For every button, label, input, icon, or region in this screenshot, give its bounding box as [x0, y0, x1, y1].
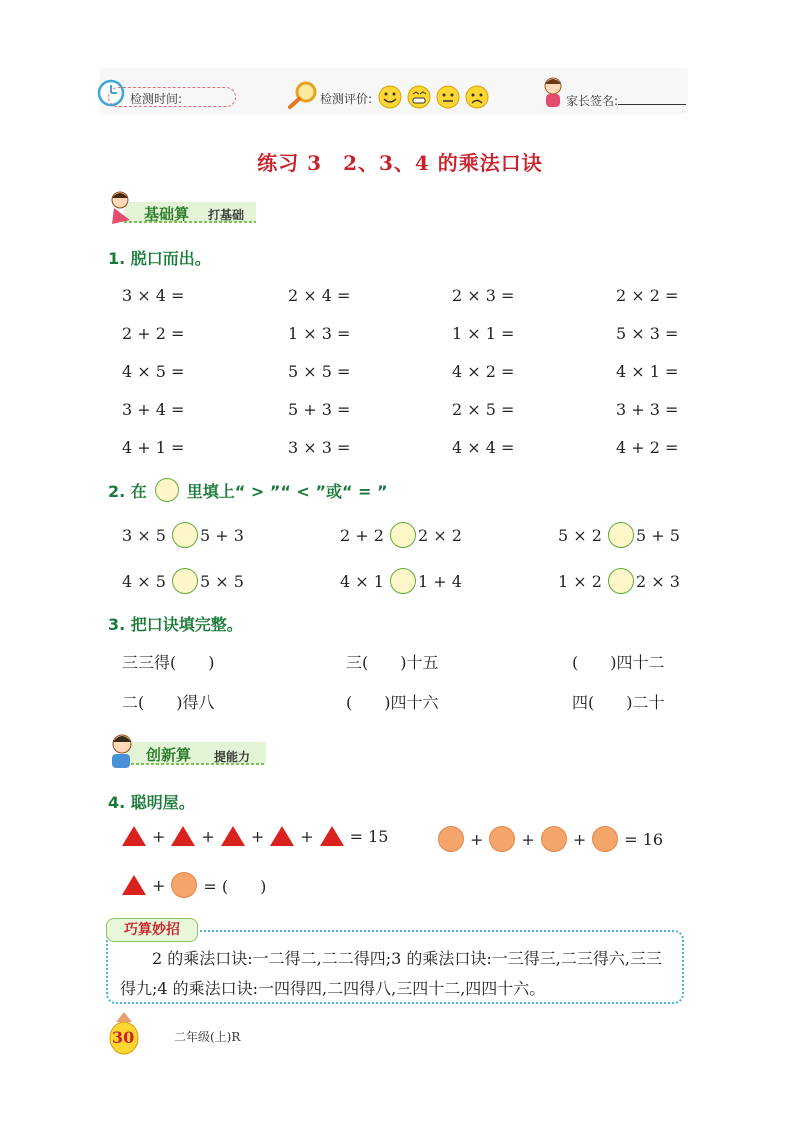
orange-circle-icon: [489, 826, 515, 852]
q2-item: [340, 568, 462, 594]
parent-sign-field[interactable]: [618, 104, 686, 105]
plus-sign: +: [250, 826, 265, 846]
smile-face-icon: [379, 86, 401, 108]
q4-eq3: [122, 872, 266, 898]
q2-label-post: 里填上“ > ”“ < ”或“ = ”: [186, 481, 388, 501]
orange-circle-icon: [438, 826, 464, 852]
q1-item: 3 × 4 =: [122, 286, 185, 305]
parent-sign-label: 家长签名:: [566, 94, 619, 108]
q2-right: 5 + 3: [199, 525, 244, 545]
plus-sign: +: [572, 829, 587, 849]
q3-item[interactable]: 三( )十五: [346, 653, 439, 672]
q1-item: 5 × 3 =: [616, 324, 679, 343]
page-title: 练习 3 2、3、4 的乘法口诀: [257, 151, 543, 175]
q4-eq2-result: = 16: [624, 829, 664, 849]
triangle-icon: [320, 826, 344, 846]
triangle-icon: [122, 875, 146, 895]
q1-item: 1 × 3 =: [288, 324, 351, 343]
q2-item: [340, 522, 462, 548]
plus-sign: +: [521, 829, 535, 849]
q3-item[interactable]: ( )四十二: [572, 653, 665, 672]
q1-item: 2 + 2 =: [122, 324, 185, 343]
orange-circle-icon: [171, 872, 197, 898]
q2-left: 1 × 2: [558, 571, 602, 591]
compare-circle-input[interactable]: [390, 522, 416, 548]
tip-text: 2 的乘法口诀:一二得二,二二得四;3 的乘法口诀:一三得三,二三得六,三三得九;4 的乘法口诀:一四得四,二四得八,三四十二,四四十六。: [120, 949, 662, 998]
q2-left: 5 × 2: [558, 525, 602, 545]
compare-circle-input[interactable]: [390, 568, 416, 594]
compare-circle-input[interactable]: [608, 568, 634, 594]
parent-avatar-icon: [540, 76, 566, 110]
q3-item[interactable]: ( )四十六: [346, 693, 439, 712]
q1-item: 4 × 5 =: [122, 362, 185, 381]
q1-item: 5 × 5 =: [288, 362, 351, 381]
grin-face-icon: [408, 86, 430, 108]
q2-item: [558, 522, 680, 548]
q3-item[interactable]: 二( )得八: [122, 693, 215, 712]
q4-label: 4. 聪明屋。: [108, 793, 195, 812]
q1-item: 2 × 2 =: [616, 286, 679, 305]
q2-left: 2 + 2: [340, 525, 384, 545]
q1-item: 5 + 3 =: [288, 400, 351, 419]
q2-right: 1 + 4: [417, 571, 462, 591]
q2-left: 3 × 5: [122, 525, 166, 545]
compare-circle-input[interactable]: [608, 522, 634, 548]
q1-item: 4 × 4 =: [452, 438, 515, 457]
plus-sign: +: [201, 826, 215, 846]
face-icons: [378, 84, 493, 110]
orange-circle-icon: [541, 826, 567, 852]
q2-right: 5 + 5: [635, 525, 680, 545]
time-label: 检测时间:: [130, 92, 183, 106]
q4-eq1-result: = 15: [349, 826, 389, 846]
q1-item: 4 × 2 =: [452, 362, 515, 381]
q1-item: 2 × 3 =: [452, 286, 515, 305]
q2-item: [122, 568, 244, 594]
compare-circle-input[interactable]: [172, 522, 198, 548]
q2-left: 4 × 1: [340, 571, 384, 591]
triangle-icon: [122, 826, 146, 846]
compare-circle-input[interactable]: [172, 568, 198, 594]
q2-right: 2 × 2: [417, 525, 462, 545]
q1-item: 2 × 4 =: [288, 286, 351, 305]
q1-item: 3 + 3 =: [616, 400, 679, 419]
q3-item[interactable]: 三三得( ): [122, 653, 215, 672]
q4-eq2: [438, 826, 663, 852]
banner-innov-title: 创新算: [146, 746, 192, 764]
q2-item: [122, 522, 244, 548]
q1-label: 1. 脱口而出。: [108, 249, 211, 268]
q3-item[interactable]: 四( )二十: [572, 693, 665, 712]
triangle-icon: [270, 826, 294, 846]
triangle-icon: [221, 826, 245, 846]
q4-eq1: [122, 826, 388, 846]
q1-item: 3 + 4 =: [122, 400, 185, 419]
page-number: 30: [112, 1028, 135, 1047]
banner-innov: [106, 732, 266, 774]
sad-face-icon: [466, 86, 488, 108]
q2-right: 2 × 3: [635, 571, 680, 591]
page-number-badge: [104, 1012, 148, 1056]
banner-innov-subtitle: 提能力: [214, 750, 251, 764]
banner-basic-title: 基础算: [144, 205, 190, 223]
q2-left: 4 × 5: [122, 571, 166, 591]
q1-item: 4 + 2 =: [616, 438, 679, 457]
q1-item: 3 × 3 =: [288, 438, 351, 457]
q2-label: [108, 478, 388, 502]
plus-sign: +: [152, 826, 166, 846]
orange-circle-icon: [592, 826, 618, 852]
q2-right: 5 × 5: [199, 571, 244, 591]
q2-circle-icon: [155, 478, 179, 502]
plus-sign: +: [470, 829, 484, 849]
q2-item: [558, 568, 680, 594]
grade-label: 二年级(上)R: [174, 1030, 241, 1044]
neutral-face-icon: [437, 86, 459, 108]
tip-label: 巧算妙招: [106, 918, 198, 942]
q1-item: 1 × 1 =: [452, 324, 515, 343]
banner-basic-subtitle: 打基础: [208, 208, 245, 222]
eval-label: 检测评价:: [320, 92, 373, 106]
q2-label-pre: 2. 在: [108, 481, 147, 501]
triangle-icon: [171, 826, 195, 846]
magnifier-icon: [286, 80, 320, 110]
banner-basic: [106, 190, 256, 230]
plus-sign: +: [152, 875, 166, 895]
plus-sign: +: [300, 826, 314, 846]
q1-item: 4 × 1 =: [616, 362, 679, 381]
q1-item: 4 + 1 =: [122, 438, 185, 457]
q1-item: 2 × 5 =: [452, 400, 515, 419]
q3-label: 3. 把口诀填完整。: [108, 615, 243, 634]
q4-eq3-answer[interactable]: = ( ): [203, 876, 267, 896]
